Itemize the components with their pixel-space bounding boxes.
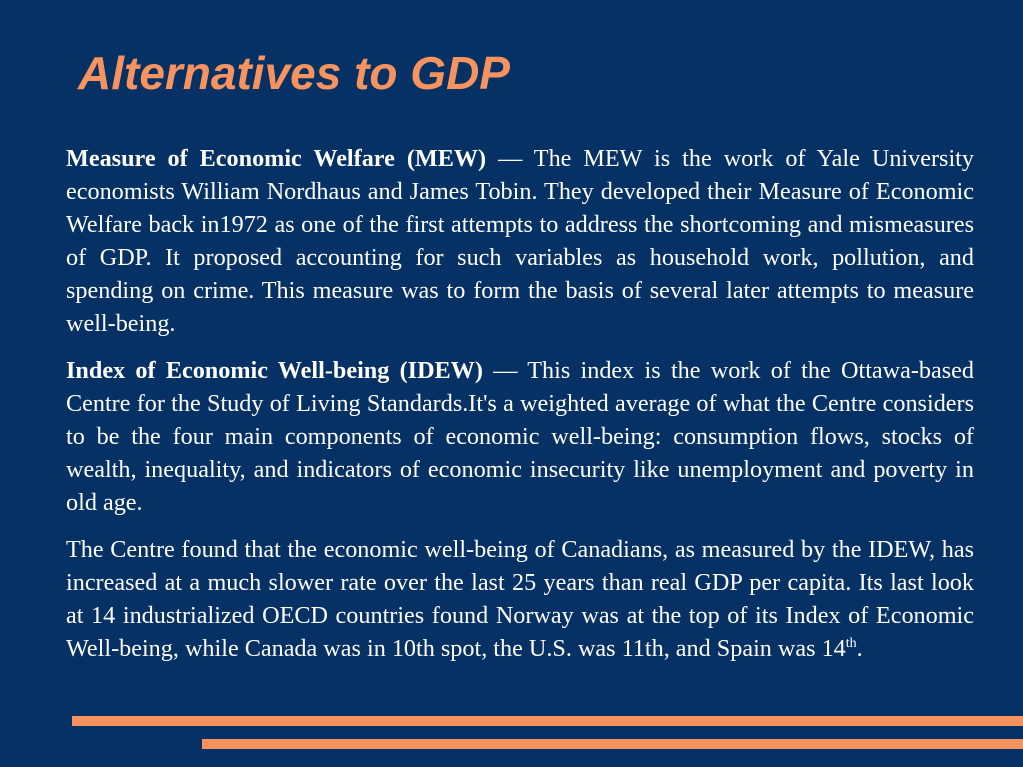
findings-end: . [856, 635, 863, 662]
paragraph-idew [66, 354, 974, 519]
accent-bar-top [72, 716, 1023, 726]
term-idew: Index of Economic Well-being (IDEW) [66, 357, 483, 384]
accent-bar-bottom [202, 739, 1023, 749]
ordinal-superscript: th [845, 635, 857, 651]
paragraph-findings [66, 533, 974, 665]
paragraph-mew [66, 142, 974, 340]
term-mew: Measure of Economic Welfare (MEW) [66, 145, 487, 172]
description-idew: — This index is the work of the Ottawa-based Centre for the Study of Living Standards.It's a weighted average of what the Centre considers to be the four main components of economic well-being: consumption flows, stocks of wealth, inequality, and indicators of economic insecurity like unemployment and poverty in old age. [66, 357, 974, 516]
description-mew: — The MEW is the work of Yale University economists William Nordhaus and James Tobin. They developed their Measure of Economic Welfare back in1972 as one of the first attempts to address the shortcoming and mismeasures of GDP. It proposed accounting for such variables as household work, pollution, and spending on crime. This measure was to form the basis of several later attempts to measure well-being. [66, 145, 974, 337]
findings-text: The Centre found that the economic well-being of Canadians, as measured by the IDEW, has increased at a much slower rate over the last 25 years than real GDP per capita. Its last look at 14 industrialized OECD countries found Norway was at the top of its Index of Economic Well-being, while Canada was in 10th spot, the U.S. was 11th, and Spain was 14 [66, 536, 974, 662]
slide-title: Alternatives to GDP [78, 47, 510, 99]
slide-body [66, 142, 974, 679]
